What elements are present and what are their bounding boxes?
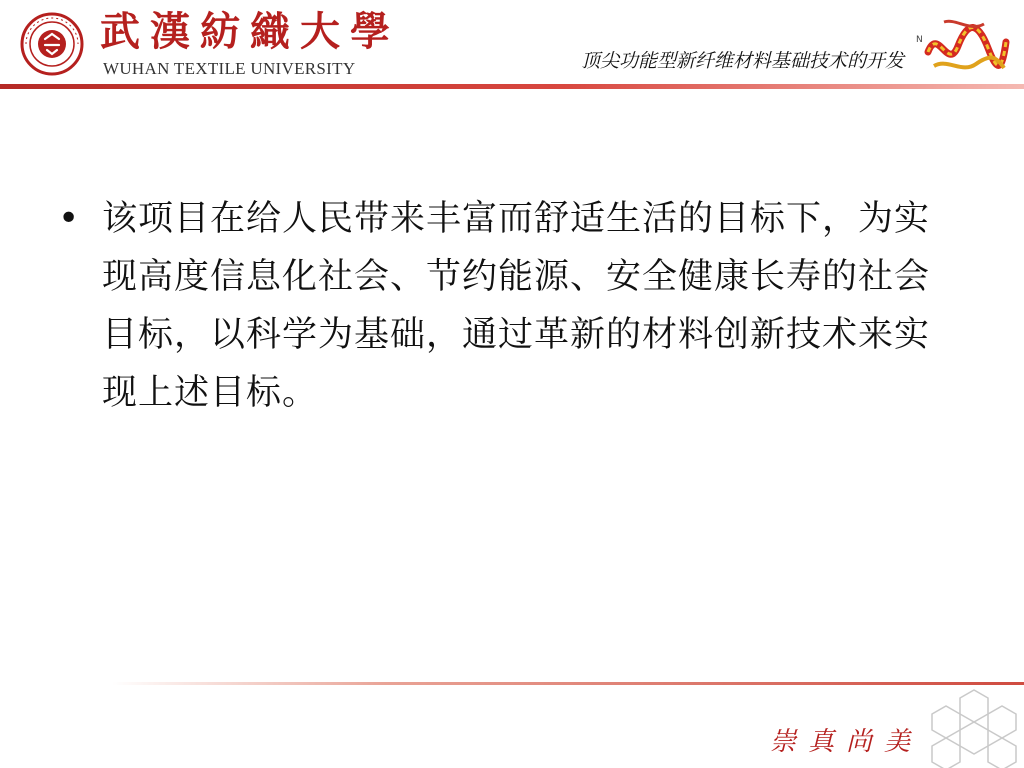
- bullet-marker: •: [58, 198, 80, 239]
- university-seal-icon: [20, 12, 84, 76]
- university-name-cn: 武漢紡織大學: [100, 8, 400, 55]
- hexagon-pattern-icon: [930, 688, 1024, 768]
- protein-molecule-icon: [914, 12, 1010, 80]
- molecule-label: N: [916, 35, 923, 45]
- header-divider: [0, 84, 1024, 89]
- slide-body: [58, 190, 958, 422]
- bullet-text: 该项目在给人民带来丰富而舒适生活的目标下，为实现高度信息化社会、节约能源、安全健康长寿的社会目标，以科学为基础，通过革新的材料创新技术来实现上述目标。: [102, 199, 931, 413]
- slide-header: [0, 0, 1024, 88]
- slide-topic-title: 顶尖功能型新纤维材料基础技术的开发: [580, 50, 904, 72]
- bullet-item: [58, 190, 958, 422]
- university-name-en: WUHAN TEXTILE UNIVERSITY: [103, 59, 356, 78]
- university-motto: 崇真尚美: [770, 727, 923, 757]
- footer-divider: [112, 682, 1024, 685]
